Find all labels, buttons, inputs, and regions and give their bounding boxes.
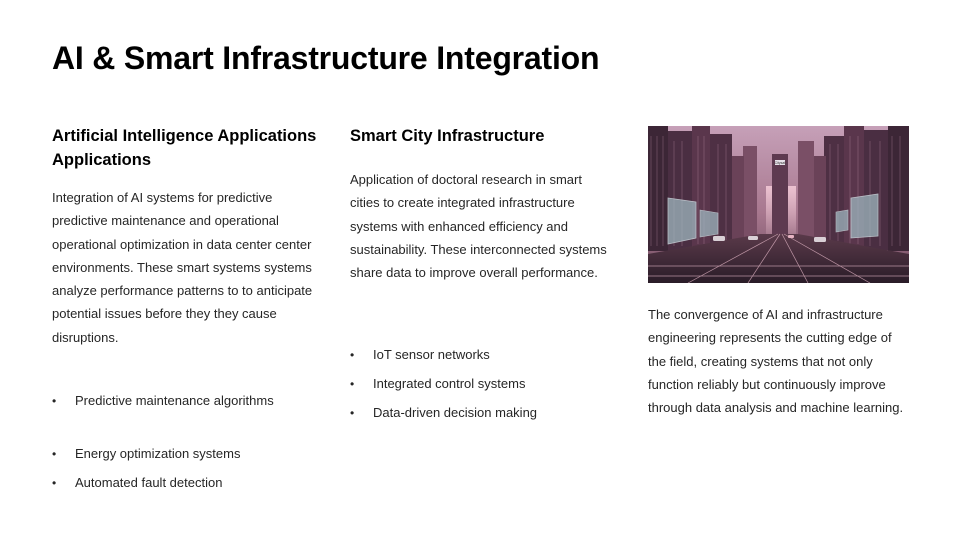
list-item: • Predictive maintenance algorithms [52,393,274,408]
bullet-icon: • [350,377,355,391]
list-item: • Data-driven decision making [350,405,538,420]
smart-city-image [648,126,909,283]
ai-applications-heading: Artificial Intelligence Applications Applications [52,127,317,169]
smart-city-list [350,346,537,433]
smart-city-heading: Smart City Infrastructure [350,127,545,145]
slide-title: AI & Smart Infrastructure Integration [52,40,600,76]
list-item: • IoT sensor networks [350,347,490,362]
bullet-icon: • [52,447,57,461]
smart-city-body: Application of doctoral research in smart cities to create integrated infrastructure systems with enhanced efficiency and sustainability. These interconnected systems share data to improve overall performance. [350,172,607,281]
ai-applications-column [52,124,322,490]
ai-applications-body: Integration of AI systems for predictive predictive maintenance and operational operational optimization in data center center environments. These smart systems systems analyze performance patterns to to anticipate potential issues before they they cause disruptions. [52,190,313,345]
convergence-body: The convergence of AI and infrastructure engineering represents the cutting edge of the field, creating systems that not only function reliably but continuously improve through data analysis and machine learning. [648,307,904,416]
bullet-icon: • [350,406,355,420]
ai-applications-list [52,392,274,492]
bullet-icon: • [52,394,57,408]
list-item: • Energy optimization systems [52,446,241,461]
list-item: • Automated fault detection [52,475,223,490]
building-sign: Citysat [774,161,786,165]
smart-city-column [350,124,610,420]
bullet-icon: • [52,476,57,490]
list-item: • Integrated control systems [350,376,526,391]
convergence-column [648,126,910,419]
bullet-icon: • [350,348,355,362]
